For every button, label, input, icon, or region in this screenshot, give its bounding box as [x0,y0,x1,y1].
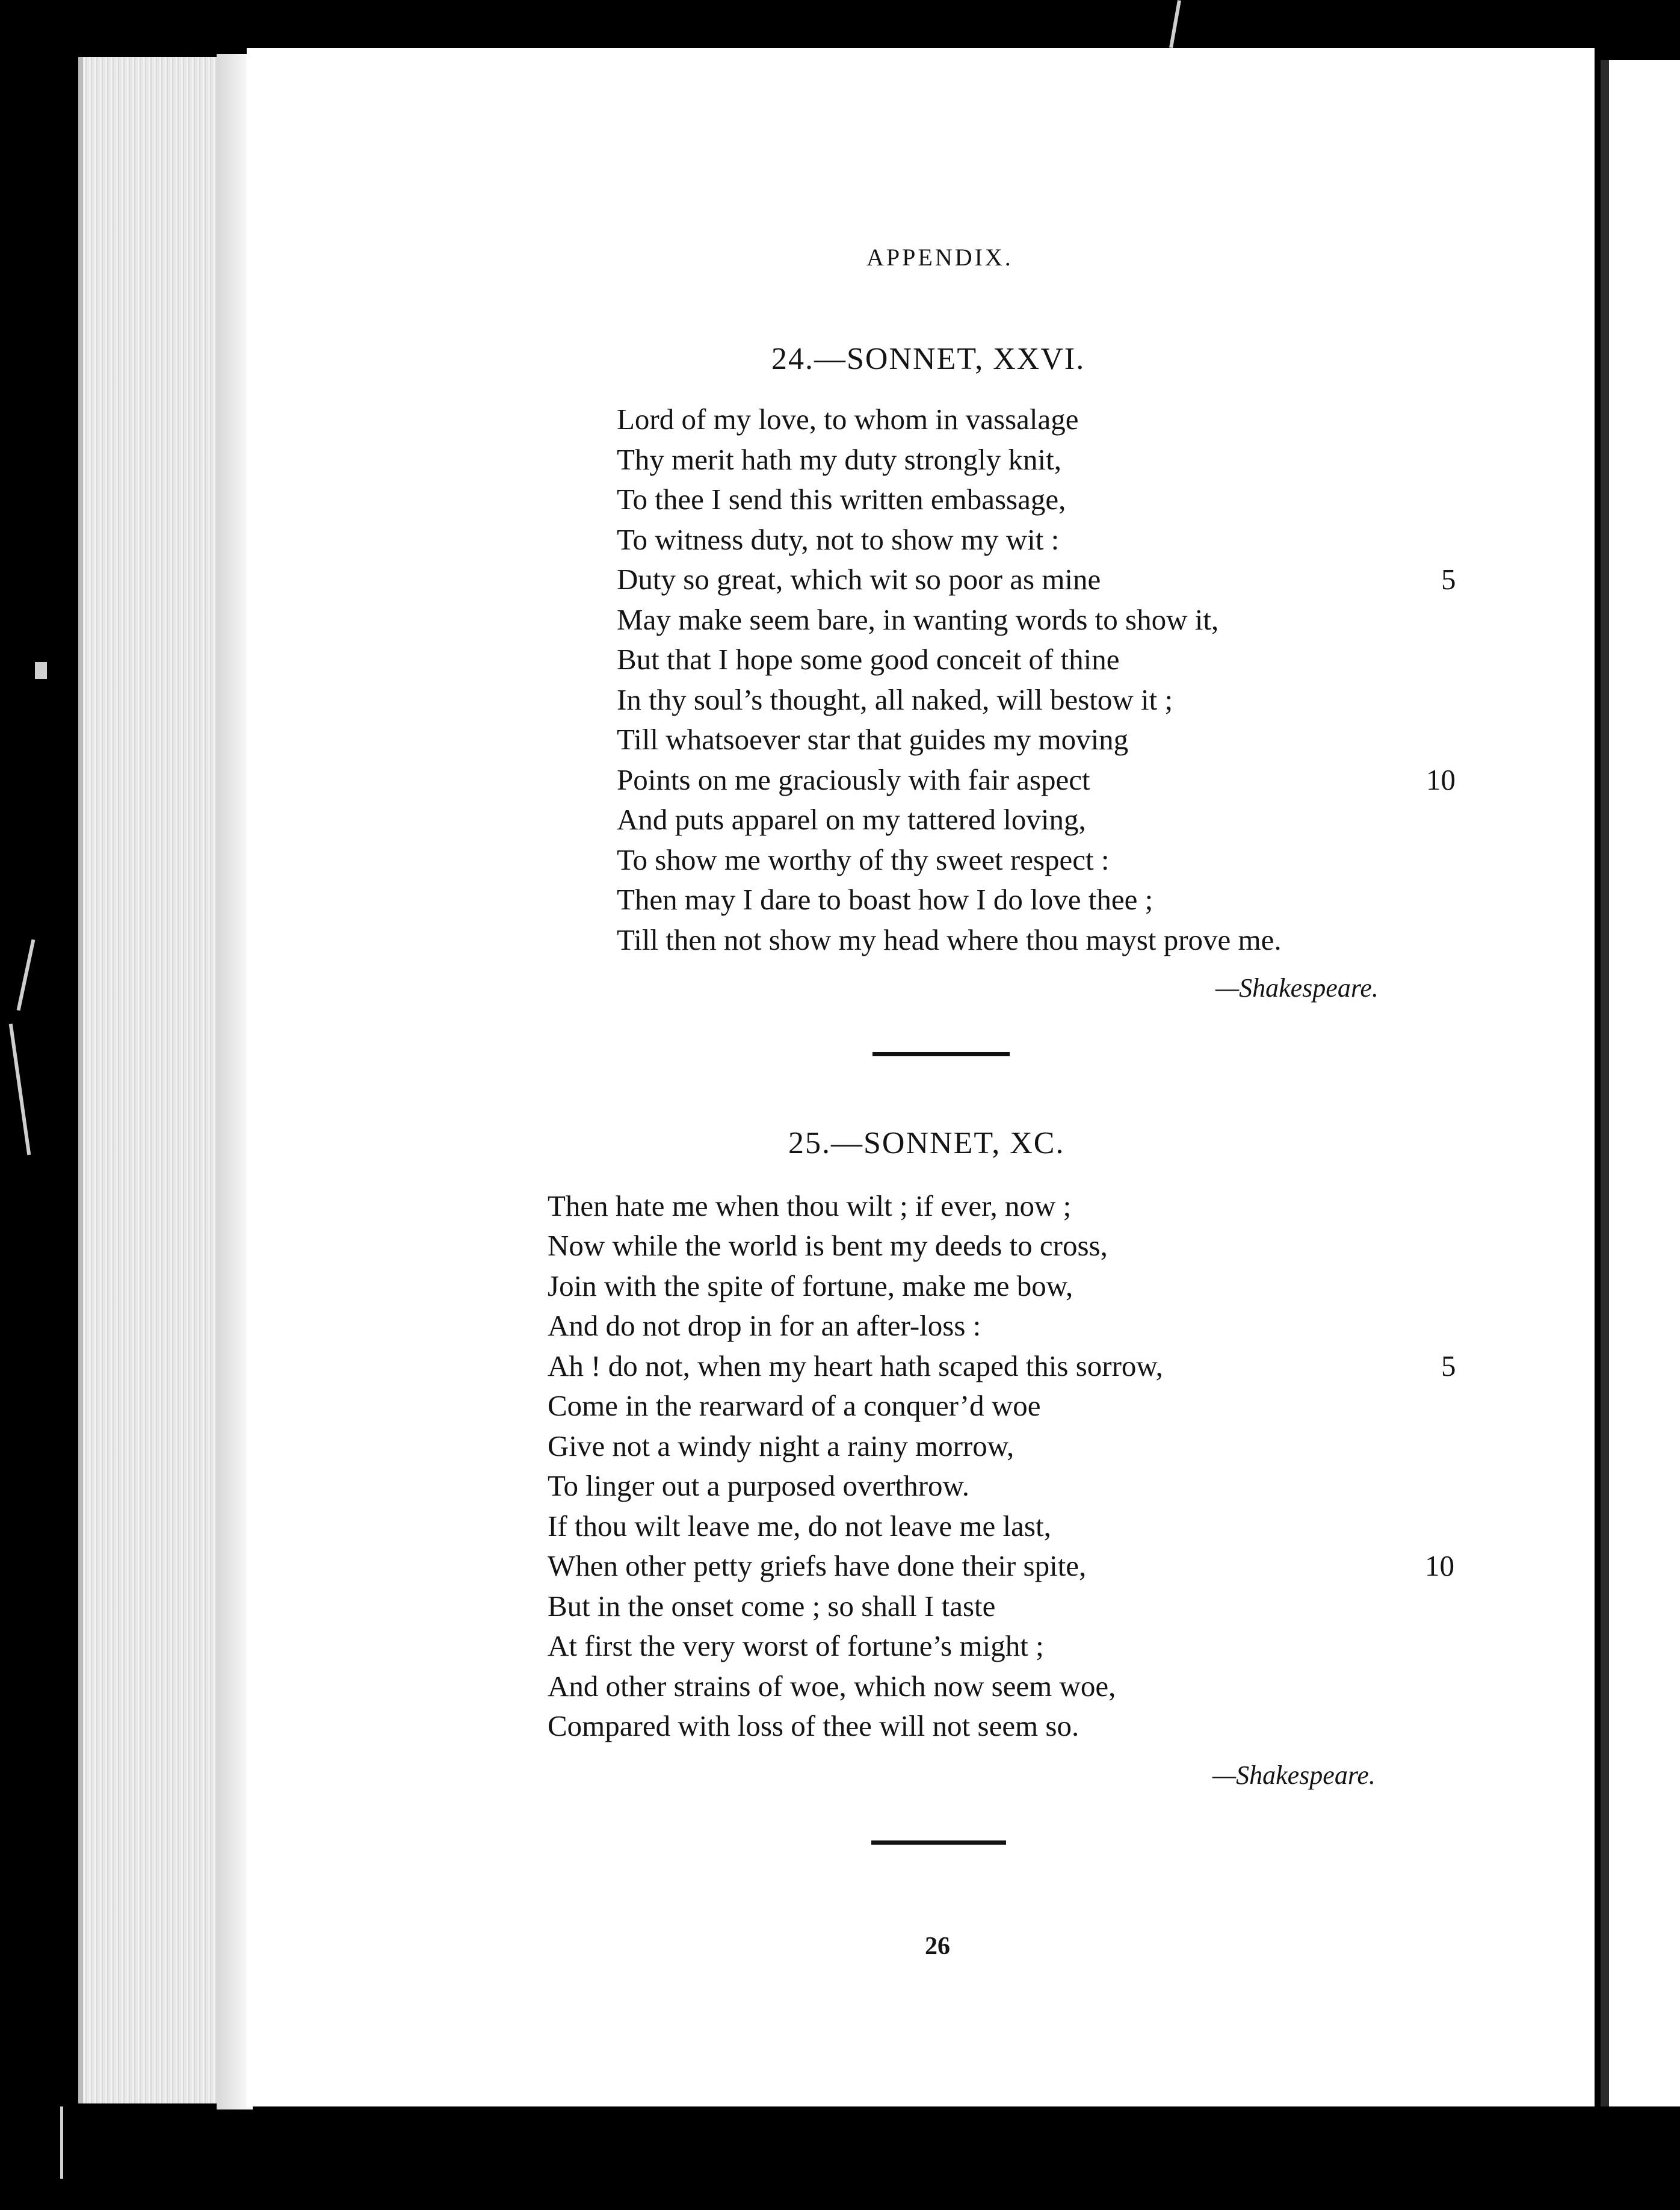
poem-line: If thou wilt leave me, do not leave me last, [548,1509,1051,1543]
poem-line: Then may I dare to boast how I do love thee ; [617,883,1153,916]
sonnet-title: 25.—SONNET, XC. [788,1126,1065,1160]
poem-line: To show me worthy of thy sweet respect : [617,843,1110,876]
poem-line: To thee I send this written embassage, [617,483,1066,516]
poem-line: But that I hope some good conceit of thine [617,643,1120,676]
poem-line: And puts apparel on my tattered loving, [617,803,1086,836]
scan-speck [9,1024,31,1156]
scan-speck [60,2106,63,2179]
sonnet-title: 24.—SONNET, XXVI. [771,342,1086,376]
section-divider [872,1052,1010,1056]
poem-line: And other strains of woe, which now seem woe, [548,1670,1116,1703]
line-number: 10 [1425,1549,1454,1582]
line-number: 5 [1441,563,1456,596]
poem-line: Lord of my love, to whom in vassalage [617,403,1079,436]
facing-page-edge [1601,60,1680,2106]
attribution: —Shakespeare. [1215,973,1379,1003]
poem-line: But in the onset come ; so shall I taste [548,1589,996,1623]
poem-line: Now while the world is bent my deeds to cross, [548,1229,1108,1262]
scan-speck [17,939,36,1011]
poem-line: In thy soul’s thought, all naked, will bestow it ; [617,683,1173,716]
poem-line: Till then not show my head where thou mayst prove me. [617,923,1282,956]
scan-speck [1169,0,1181,48]
line-number: 5 [1441,1349,1456,1382]
poem-line: At first the very worst of fortune’s might ; [548,1629,1044,1662]
poem-line: Thy merit hath my duty strongly knit, [617,443,1062,476]
poem-line: To linger out a purposed overthrow. [548,1469,970,1502]
poem-line: Ah ! do not, when my heart hath scaped this sorrow, [548,1349,1163,1382]
line-number: 10 [1426,763,1456,796]
poem-line: When other petty griefs have done their spite, [548,1549,1087,1582]
poem-line: Give not a windy night a rainy morrow, [548,1429,1014,1462]
poem-line: Till whatsoever star that guides my moving [617,723,1129,756]
page-number: 26 [925,1933,950,1960]
poem-line: To witness duty, not to show my wit : [617,523,1060,556]
scan-speck [35,662,47,679]
poem-line: May make seem bare, in wanting words to show it, [617,603,1219,636]
poem-line: Join with the spite of fortune, make me bow, [548,1269,1073,1302]
poem-line: Come in the rearward of a conquer’d woe [548,1389,1041,1422]
section-divider [871,1840,1006,1845]
running-head: APPENDIX. [866,244,1013,271]
poem-line: Compared with loss of thee will not seem so. [548,1709,1079,1742]
poem-line: Points on me graciously with fair aspect [617,763,1090,796]
attribution: —Shakespeare. [1212,1760,1376,1790]
poem-line: Duty so great, which wit so poor as mine [617,563,1101,596]
poem-line: And do not drop in for an after-loss : [548,1309,981,1342]
poem-line: Then hate me when thou wilt ; if ever, now ; [548,1189,1072,1222]
